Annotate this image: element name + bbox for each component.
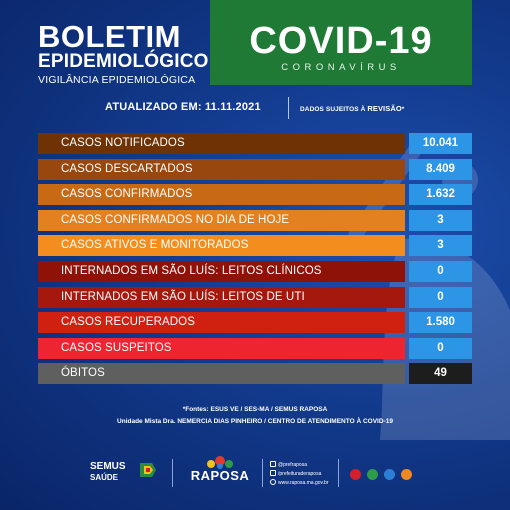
stat-row <box>38 312 472 333</box>
revision-note <box>300 104 404 113</box>
stat-row <box>38 338 472 359</box>
title-epidemiologico: EPIDEMIOLÓGICO <box>38 51 209 72</box>
stat-row <box>38 210 472 231</box>
website-url: www.raposa.ma.gov.br <box>278 480 329 486</box>
stat-label: CASOS SUSPEITOS <box>38 338 405 359</box>
stat-label: CASOS RECUPERADOS <box>38 312 405 333</box>
title-vigilancia: VIGILÂNCIA EPIDEMIOLÓGICA <box>38 74 196 86</box>
stat-value: 0 <box>409 338 472 359</box>
stat-label: CASOS CONFIRMADOS NO DIA DE HOJE <box>38 210 405 231</box>
bulletin-title-block <box>38 19 209 87</box>
program-green-icon <box>367 469 378 480</box>
covid-title: COVID-19 <box>249 20 433 62</box>
sources-block <box>0 404 510 428</box>
stat-label: CASOS CONFIRMADOS <box>38 184 405 205</box>
update-divider <box>288 97 289 119</box>
title-boletim: BOLETIM <box>38 19 181 54</box>
stat-label: INTERNADOS EM SÃO LUÍS: LEITOS DE UTI <box>38 287 405 308</box>
stat-row <box>38 133 472 154</box>
stat-value: 1.580 <box>409 312 472 333</box>
stat-value: 8.409 <box>409 159 472 180</box>
footer-logos <box>0 455 510 495</box>
semus-logo-text <box>90 461 126 483</box>
sources-text: *Fontes: ESUS VE / SES-MA / SEMUS RAPOSA <box>182 406 328 413</box>
health-logo-icon <box>138 461 158 479</box>
program-red-icon <box>350 469 361 480</box>
raposa-logo <box>190 455 250 495</box>
stat-label: ÓBITOS <box>38 363 405 384</box>
program-icons <box>350 467 418 485</box>
stat-value: 3 <box>409 235 472 256</box>
footer-divider-2 <box>262 459 263 487</box>
semus-label: SEMUS <box>90 461 126 472</box>
stat-value: 10.041 <box>409 133 472 154</box>
social-links <box>270 461 328 488</box>
coronavirus-subtitle: CORONAVÍRUS <box>281 62 401 73</box>
facebook-handle: /prefeituraderaposa <box>278 471 322 477</box>
stat-label: CASOS ATIVOS E MONITORADOS <box>38 235 405 256</box>
statistics-table <box>38 133 472 389</box>
web-icon <box>270 479 276 485</box>
facebook-link[interactable] <box>270 470 328 479</box>
revision-note-prefix: DADOS SUJEITOS À <box>300 106 368 113</box>
stat-value: 3 <box>409 210 472 231</box>
footer-divider-3 <box>338 459 339 487</box>
stat-row <box>38 261 472 282</box>
stat-label: INTERNADOS EM SÃO LUÍS: LEITOS CLÍNICOS <box>38 261 405 282</box>
stat-row <box>38 287 472 308</box>
program-orange-icon <box>401 469 412 480</box>
revision-note-suffix: * <box>401 106 405 113</box>
stat-value: 0 <box>409 287 472 308</box>
covid-banner <box>210 0 472 85</box>
program-blue-icon <box>384 469 395 480</box>
instagram-handle: @prefraposa <box>278 462 307 468</box>
raposa-crown-icon <box>203 455 237 469</box>
stat-value: 49 <box>409 363 472 384</box>
stat-label: CASOS DESCARTADOS <box>38 159 405 180</box>
stat-value: 1.632 <box>409 184 472 205</box>
stat-row <box>38 184 472 205</box>
stat-row <box>38 159 472 180</box>
instagram-link[interactable] <box>270 461 328 470</box>
revision-note-bold: REVISÃO <box>367 104 402 113</box>
saude-label: SAÚDE <box>90 473 119 482</box>
unit-text: Unidade Mista Dra. NEMERCIA DIAS PINHEIRO / CENTRO DE ATENDIMENTO À COVID-19 <box>117 418 393 425</box>
instagram-icon <box>270 461 276 467</box>
website-link[interactable] <box>270 479 328 488</box>
footer-divider-1 <box>172 459 173 487</box>
stat-row <box>38 235 472 256</box>
facebook-icon <box>270 470 276 476</box>
stat-label: CASOS NOTIFICADOS <box>38 133 405 154</box>
raposa-name: RAPOSA <box>190 468 250 483</box>
stat-value: 0 <box>409 261 472 282</box>
stat-row <box>38 363 472 384</box>
update-date: ATUALIZADO EM: 11.11.2021 <box>105 101 261 113</box>
